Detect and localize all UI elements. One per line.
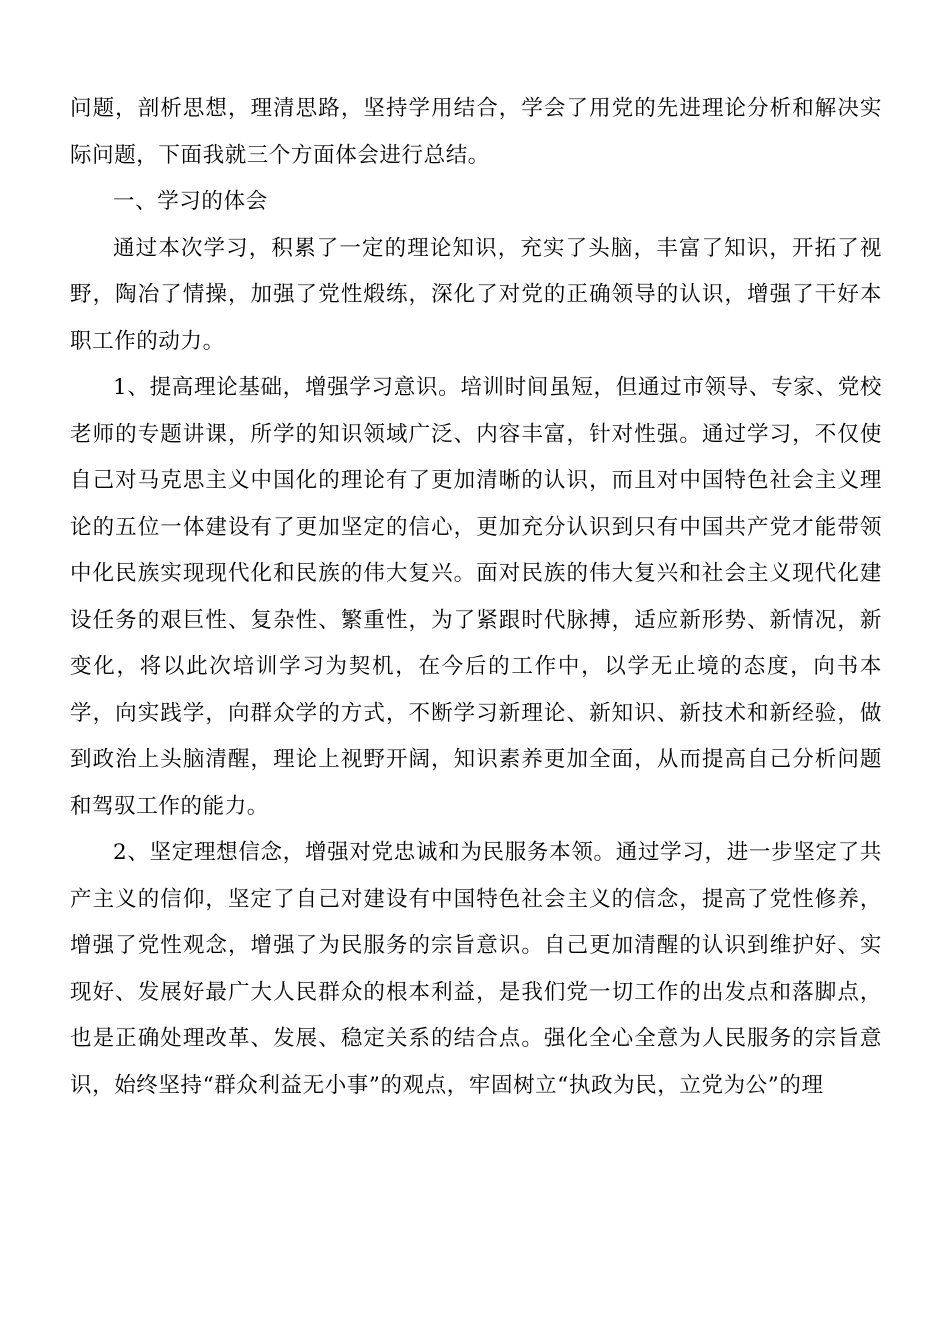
paragraph-point-1: 1、提高理论基础，增强学习意识。培训时间虽短，但通过市领导、专家、党校老师的专题讲课，所学的知识领域广泛、内容丰富，针对性强。通过学习，不仅使自己对马克思主义中国化的理论有了更加清晰的认识，而且对中国特色社会主义理论的五位一体建设有了更加坚定的信心，更加充分认识到只有中国共产党才能带领中化民族实现现代化和民族的伟大复兴。面对民族的伟大复兴和社会主义现代化建设任务的艰巨性、复杂性、繁重性，为了紧跟时代脉搏，适应新形势、新情况，新变化，将以此次培训学习为契机，在今后的工作中，以学无止境的态度，向书本学，向实践学，向群众学的方式，不断学习新理论、新知识、新技术和新经验，做到政治上头脑清醒，理论上视野开阔，知识素养更加全面，从而提高自己分析问题和驾驭工作的能力。 xyxy=(70,375,882,819)
paragraph-continuation: 问题，剖析思想，理清思路，坚持学用结合，学会了用党的先进理论分析和解决实际问题，下面我就三个方面体会进行总结。 xyxy=(70,96,882,168)
paragraph-learning-summary: 通过本次学习，积累了一定的理论知识，充实了头脑，丰富了知识，开拓了视野，陶冶了情操，加强了党性煅练，深化了对党的正确领导的认识，增强了干好本职工作的动力。 xyxy=(70,235,882,354)
document-body xyxy=(70,86,882,1109)
section-heading: 一、学习的体会 xyxy=(113,189,268,214)
paragraph-point-2: 2、坚定理想信念，增强对党忠诚和为民服务本领。通过学习，进一步坚定了共产主义的信仰，坚定了自己对建设有中国特色社会主义的信念，提高了党性修养，增强了党性观念，增强了为民服务的宗旨意识。自己更加清醒的认识到维护好、实现好、发展好最广大人民群众的根本利益，是我们党一切工作的出发点和落脚点，也是正确处理改革、发展、稳定关系的结合点。强化全心全意为人民服务的宗旨意识，始终坚持“群众利益无小事”的观点，牢固树立“执政为民，立党为公”的理 xyxy=(70,840,882,1098)
